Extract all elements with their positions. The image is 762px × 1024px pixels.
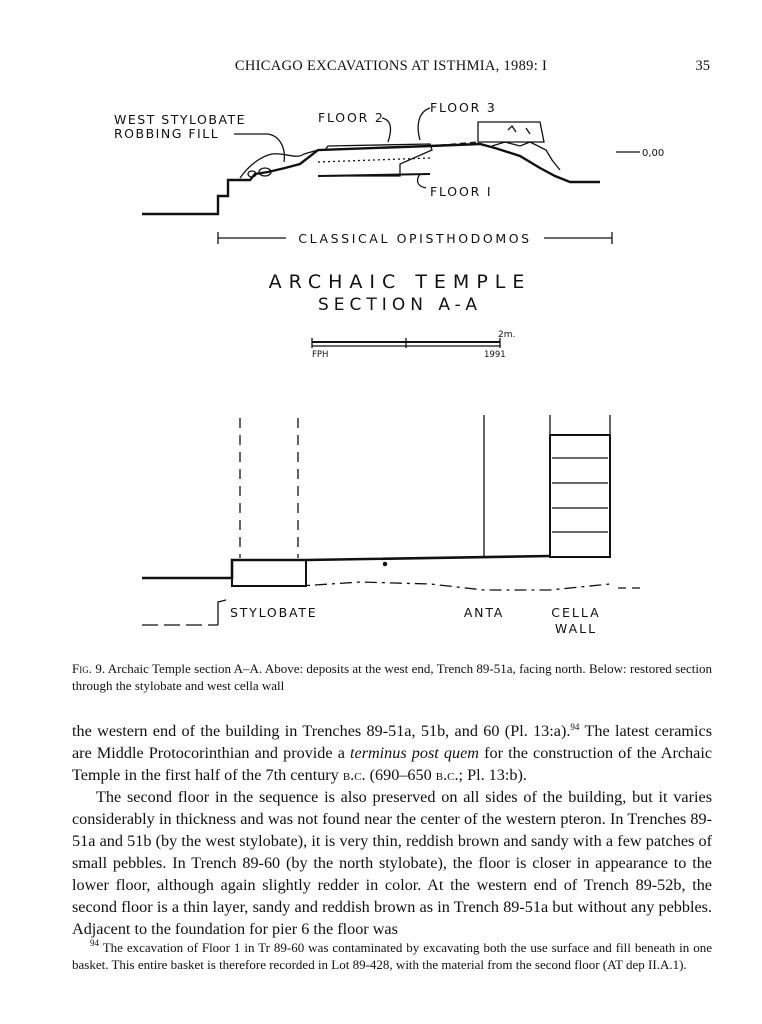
label-datum: 0,00 <box>642 148 665 159</box>
text-run: ; Pl. 13:b). <box>458 766 527 784</box>
label-floor-1: FLOOR I <box>430 184 493 199</box>
figure-caption-text: Archaic Temple section A–A. Above: deposits at the west end, Trench 89-51a, facing north. Below: restored section through the stylobate and west cella wall <box>72 661 712 693</box>
robbing-fill-mound <box>240 150 318 178</box>
italic-term: terminus post quem <box>350 744 479 762</box>
label-opisthodomos: CLASSICAL OPISTHODOMOS <box>298 231 532 246</box>
foundation-dash <box>240 582 610 590</box>
label-stylobate: STYLOBATE <box>230 605 318 620</box>
floor-3-block-detail <box>508 126 530 134</box>
figure-label: Fig. 9. <box>72 661 106 676</box>
label-wall: WALL <box>554 621 598 636</box>
leader-west-stylobate <box>234 134 284 162</box>
footnote <box>72 939 712 973</box>
footnote-text: The excavation of Floor 1 in Tr 89-60 was contaminated by excavating both the use surface and fill beneath in one basket. This entire basket is therefore recorded in Lot 89-428, with the material from the second floor (AT dep II.A.1). <box>72 940 712 972</box>
label-scale-initials: FPH <box>312 350 329 360</box>
figure-9-drawing <box>100 90 665 646</box>
floor-3-block <box>478 122 544 142</box>
footnote-number: 94 <box>90 938 99 948</box>
leader-floor1 <box>418 174 426 188</box>
floor-line <box>142 556 550 578</box>
ground-profile <box>142 144 600 214</box>
text-run: the western end of the building in Trenches 89-51a, 51b, and 60 (Pl. 13:a). <box>72 722 571 740</box>
label-scale-year: 1991 <box>484 350 506 360</box>
footnote-ref: 94 <box>570 722 580 732</box>
floor-layer-line <box>318 158 430 162</box>
label-title-line1: ARCHAIC TEMPLE <box>268 271 532 293</box>
figure-caption <box>72 660 712 694</box>
label-anta: ANTA <box>463 605 505 620</box>
page-header <box>72 58 710 80</box>
text-run: The latest ceramics are Middle Protocorinthian and provide a <box>72 722 712 762</box>
era-abbrev: b.c. <box>342 766 366 784</box>
cella-wall-block <box>550 435 610 557</box>
label-west-stylobate: WEST STYLOBATE <box>114 112 247 127</box>
label-scale-length: 2m. <box>498 330 516 340</box>
label-floor-2: FLOOR 2 <box>318 110 385 125</box>
lower-section-drawing <box>142 415 640 625</box>
page-number: 35 <box>695 58 710 74</box>
center-dot <box>383 562 386 565</box>
paragraph <box>72 720 712 786</box>
text-run: for the construction of the Archaic Temple in the first half of the 7th century <box>72 744 713 784</box>
body-text <box>72 720 712 940</box>
paragraph: The second floor in the sequence is also preserved on all sides of the building, but it varies considerably in thickness and was not found near the center of the western pteron. In Trenches 89-51a and 51b (by the west stylobate), it is very thin, reddish brown and sandy with a few patches of small pebbles. In Trench 89-60 (by the north stylobate), the floor is closer in appearance to the lower floor, although again slightly redder in color. At the western end of Trench 89-52b, the second floor is a thin layer, sandy and reddish brown as in Trench 89-51a but without any pebbles. Adjacent to the foundation for pier 6 the floor was <box>72 788 712 938</box>
running-title: CHICAGO EXCAVATIONS AT ISTHMIA, 1989: I <box>234 58 548 74</box>
stylobate-bracket <box>218 600 226 625</box>
rubble <box>492 142 560 170</box>
text-run: (690–650 <box>365 766 436 784</box>
label-floor-3: FLOOR 3 <box>430 100 497 115</box>
leader-floor3 <box>418 108 430 140</box>
label-robbing-fill: ROBBING FILL <box>114 126 220 141</box>
stylobate-block <box>232 560 306 586</box>
label-title-line2: SECTION A-A <box>318 295 482 315</box>
label-cella: CELLA <box>551 605 601 620</box>
lower-section-labels <box>230 605 601 636</box>
era-abbrev: b.c. <box>435 766 459 784</box>
floor-1-layer <box>318 174 430 176</box>
